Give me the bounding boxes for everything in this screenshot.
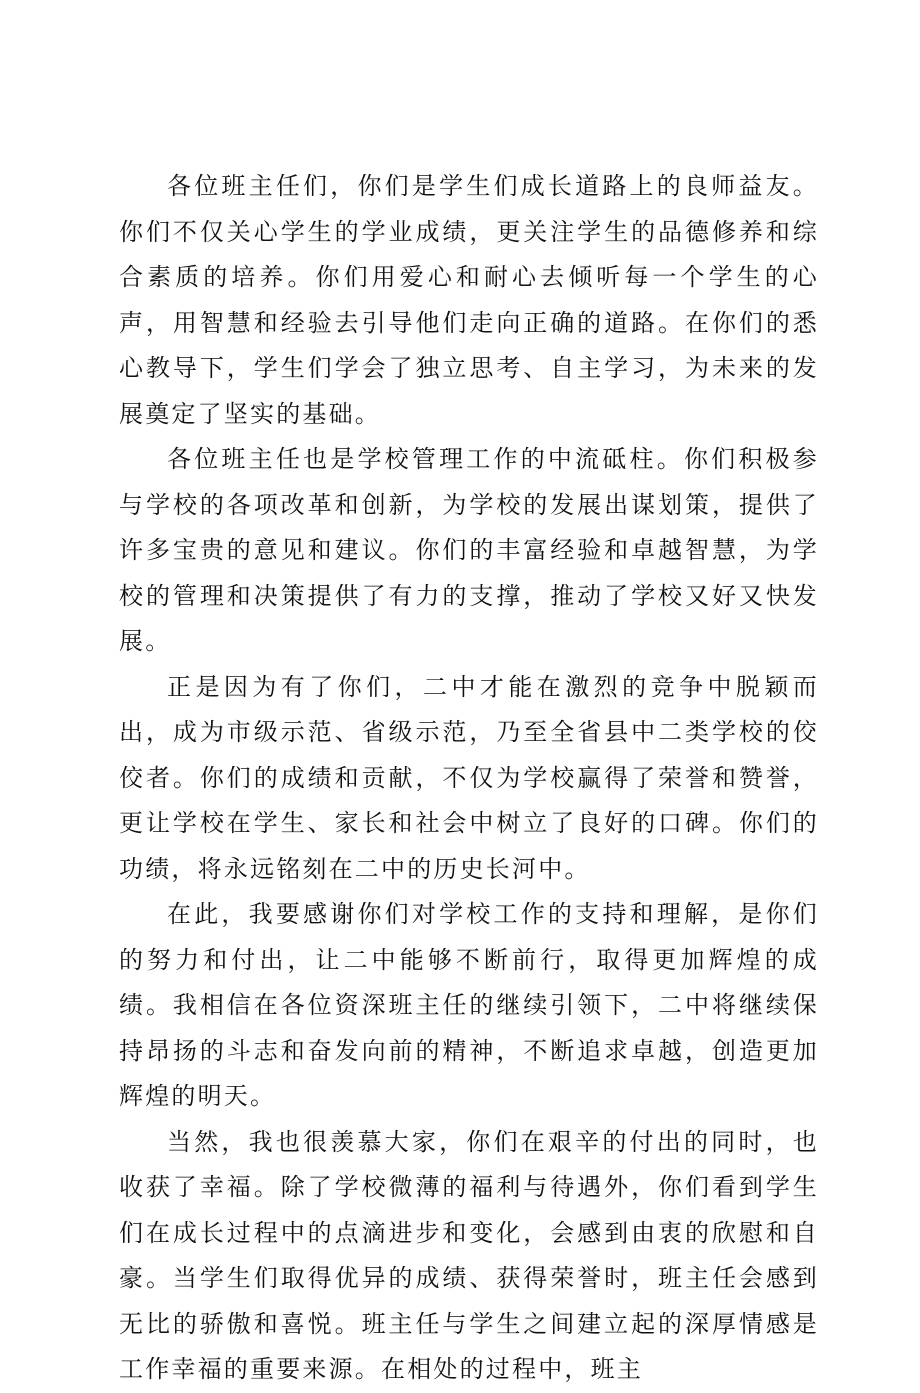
- paragraph-4: 在此，我要感谢你们对学校工作的支持和理解，是你们的努力和付出，让二中能够不断前行，取得更加辉煌的成绩。我相信在各位资深班主任的继续引领下，二中将继续保持昂扬的斗志和奋发向前的精神，不断追求卓越，创造更加辉煌的明天。: [119, 900, 819, 1110]
- paragraph-3: 正是因为有了你们，二中才能在激烈的竞争中脱颖而出，成为市级示范、省级示范，乃至全省县中二类学校的佼佼者。你们的成绩和贡献，不仅为学校赢得了荣誉和赞誉，更让学校在学生、家长和社会中树立了良好的口碑。你们的功绩，将永远铭刻在二中的历史长河中。: [119, 672, 819, 883]
- document-body: [119, 164, 819, 1393]
- paragraph-2: 各位班主任也是学校管理工作的中流砥柱。你们积极参与学校的各项改革和创新，为学校的发展出谋划策，提供了许多宝贵的意见和建议。你们的丰富经验和卓越智慧，为学校的管理和决策提供了有力的支撑，推动了学校又好又快发展。: [119, 445, 819, 655]
- paragraph-5: 当然，我也很羡慕大家，你们在艰辛的付出的同时，也收获了幸福。除了学校微薄的福利与待遇外，你们看到学生们在成长过程中的点滴进步和变化，会感到由衷的欣慰和自豪。当学生们取得优异的成绩、获得荣誉时，班主任会感到无比的骄傲和喜悦。班主任与学生之间建立起的深厚情感是工作幸福的重要来源。在相处的过程中，班主: [119, 1127, 819, 1383]
- paragraph-1: 各位班主任们，你们是学生们成长道路上的良师益友。你们不仅关心学生的学业成绩，更关注学生的品德修养和综合素质的培养。你们用爱心和耐心去倾听每一个学生的心声，用智慧和经验去引导他们走向正确的道路。在你们的悉心教导下，学生们学会了独立思考、自主学习，为未来的发展奠定了坚实的基础。: [119, 172, 819, 428]
